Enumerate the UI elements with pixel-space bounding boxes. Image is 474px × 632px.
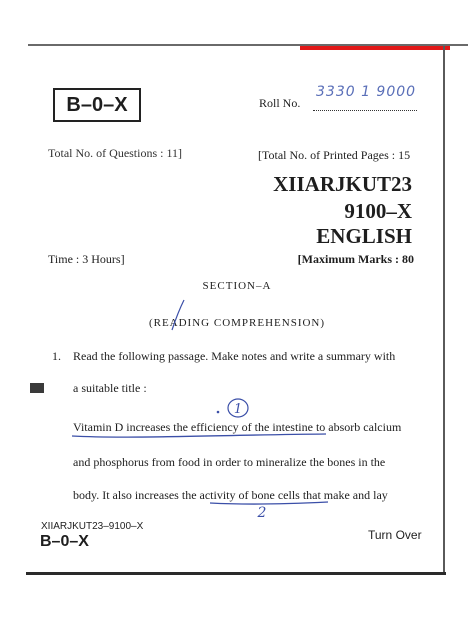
roll-number-label: Roll No. — [259, 96, 301, 110]
margin-smudge — [30, 383, 44, 393]
roll-number-dotted-line — [313, 110, 417, 111]
subject-title: ENGLISH — [316, 224, 412, 248]
circled-one-annotation — [214, 396, 254, 420]
passage-line: and phosphorus from food in order to mineralize the bones in the — [73, 455, 386, 469]
roll-number-handwritten: 3330 1 9000 — [316, 84, 417, 100]
turn-over-label: Turn Over — [368, 528, 422, 542]
top-page-edge — [28, 44, 468, 46]
passage-line: Vitamin D increases the efficiency of the intestine to absorb calcium — [73, 420, 402, 434]
paper-number: 9100–X — [344, 199, 412, 223]
time-allowed: Time : 3 Hours] — [48, 252, 125, 266]
footer-paper-code: XIIARJKUT23–9100–X — [41, 521, 144, 532]
svg-text:2: 2 — [257, 505, 267, 521]
section-subtitle: (READING COMPREHENSION) — [148, 317, 326, 329]
paper-code: XIIARJKUT23 — [273, 172, 412, 196]
passage-line: a suitable title : — [73, 381, 147, 395]
total-questions: Total No. of Questions : 11] — [48, 146, 183, 160]
footer-code-label: B–0–X — [40, 533, 89, 550]
maximum-marks: [Maximum Marks : 80 — [297, 252, 414, 266]
question-number: 1. — [52, 349, 61, 363]
svg-text:1: 1 — [233, 402, 243, 417]
pen-underline — [70, 430, 330, 442]
right-page-edge — [443, 46, 445, 574]
handwritten-two-annotation — [250, 500, 274, 522]
passage-line: Read the following passage. Make notes and write a summary with — [73, 349, 396, 363]
paper-code-box: B–0–X — [53, 88, 141, 122]
passage-line: body. It also increases the activity of bone cells that make and lay — [73, 488, 388, 502]
section-title: SECTION–A — [202, 280, 272, 292]
pen-tick-mark — [168, 298, 188, 332]
bottom-page-edge — [26, 572, 446, 575]
total-printed-pages: [Total No. of Printed Pages : 15 — [258, 148, 411, 162]
